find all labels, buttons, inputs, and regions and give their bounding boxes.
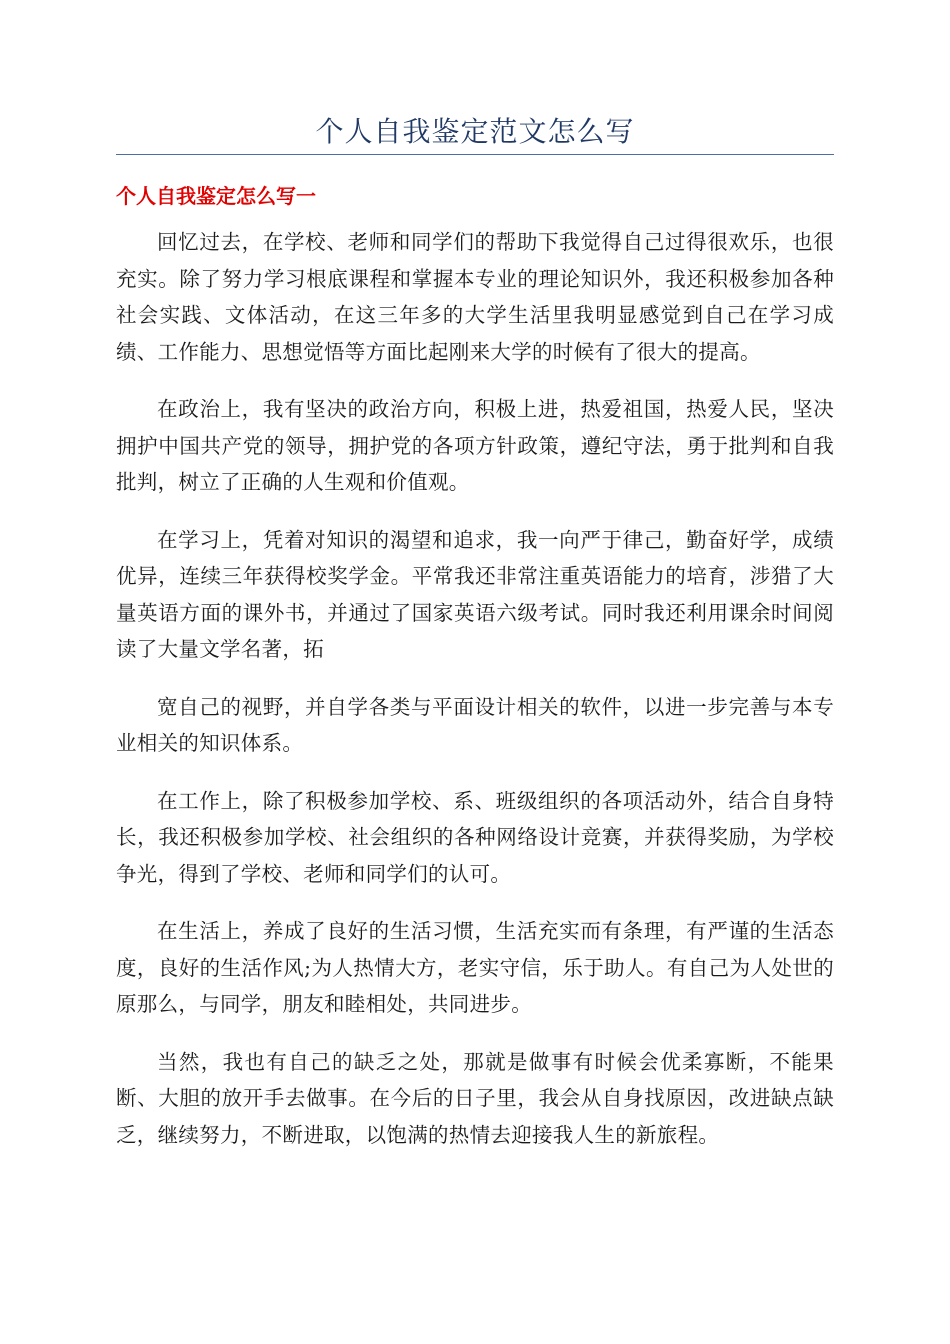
document-title: 个人自我鉴定范文怎么写	[315, 115, 635, 148]
paragraph: 在生活上，养成了良好的生活习惯，生活充实而有条理，有严谨的生活态度，良好的生活作风;为人热情大方，老实守信，乐于助人。有自己为人处世的原那么，与同学，朋友和睦相处，共同进步。	[116, 919, 834, 1016]
paragraph: 当然，我也有自己的缺乏之处，那就是做事有时候会优柔寡断，不能果断、大胆的放开手去做事。在今后的日子里，我会从自身找原因，改进缺点缺乏，继续努力，不断进取，以饱满的热情去迎接我人生的新旅程。	[116, 1049, 834, 1147]
paragraph: 在学习上，凭着对知识的渴望和追求，我一向严于律己，勤奋好学，成绩优异，连续三年获得校奖学金。平常我还非常注重英语能力的培育，涉猎了大量英语方面的课外书，并通过了国家英语六级考试。同时我还利用课余时间阅读了大量文学名著，拓	[116, 527, 834, 661]
section-heading: 个人自我鉴定怎么写一	[116, 184, 316, 208]
title-underline-rule	[116, 154, 834, 155]
paragraph: 宽自己的视野，并自学各类与平面设计相关的软件，以进一步完善与本专业相关的知识体系。	[116, 694, 834, 755]
paragraph: 在工作上，除了积极参加学校、系、班级组织的各项活动外，结合自身特长，我还积极参加学校、社会组织的各种网络设计竞赛，并获得奖励，为学校争光，得到了学校、老师和同学们的认可。	[116, 788, 834, 886]
paragraph: 回忆过去，在学校、老师和同学们的帮助下我觉得自己过得很欢乐，也很充实。除了努力学习根底课程和掌握本专业的理论知识外，我还积极参加各种社会实践、文体活动，在这三年多的大学生活里我明显感觉到自己在学习成绩、工作能力、思想觉悟等方面比起刚来大学的时候有了很大的提高。	[116, 230, 834, 364]
document-body	[116, 224, 834, 1174]
paragraph: 在政治上，我有坚决的政治方向，积极上进，热爱祖国，热爱人民，坚决拥护中国共产党的领导，拥护党的各项方针政策，遵纪守法，勇于批判和自我批判，树立了正确的人生观和价值观。	[116, 397, 834, 494]
